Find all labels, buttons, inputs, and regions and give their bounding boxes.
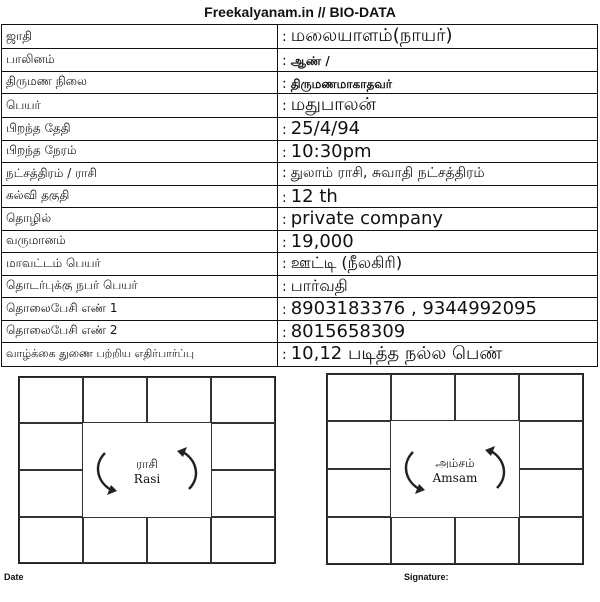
chart-cell: [455, 517, 519, 564]
chart-cell: [455, 374, 519, 421]
table-row: [2, 320, 598, 343]
page-title: Freekalyanam.in // BIO-DATA: [204, 4, 396, 20]
row-value-cell: : 8903183376 , 9344992095: [278, 298, 598, 321]
row-label: பிறந்த தேதி: [2, 118, 278, 141]
chart-cell: [327, 421, 391, 469]
row-label: பெயர்: [2, 94, 278, 118]
row-label: ஜாதி: [2, 25, 278, 49]
table-row: [2, 49, 598, 72]
bio-data-table: [1, 24, 598, 367]
row-value: 19,000: [290, 230, 354, 252]
row-value-cell: : துலாம் ராசி, சுவாதி நட்சத்திரம்: [278, 163, 598, 186]
row-label: தொழில்: [2, 208, 278, 231]
chart-cell: [391, 374, 455, 421]
chart-cell: [19, 517, 83, 563]
row-value-cell: : ஊட்டி (நீலகிரி): [278, 253, 598, 276]
chart-cell: [519, 469, 583, 517]
chart-cell: [211, 377, 275, 423]
row-value-cell: : திருமணமாகாதவர்: [278, 71, 598, 94]
row-value-cell: : ஆண் /: [278, 49, 598, 72]
amsam-label-tamil: அம்சம்: [435, 456, 475, 470]
chart-cell: [19, 377, 83, 423]
chart-cell: [327, 517, 391, 564]
row-value-cell: : 10,12 படித்த நல்ல பெண்: [278, 343, 598, 367]
table-row: [2, 298, 598, 321]
chart-cell: [519, 421, 583, 469]
chart-cell: [211, 470, 275, 517]
row-value: ஊட்டி (நீலகிரி): [290, 253, 403, 273]
table-row: [2, 71, 598, 94]
row-label: வருமானம்: [2, 230, 278, 253]
amsam-label-english: Amsam: [432, 471, 478, 485]
row-value: 8015658309: [290, 320, 406, 342]
table-row: [2, 140, 598, 163]
row-value: 10,12 படித்த நல்ல பெண்: [290, 343, 503, 364]
row-value: 8903183376 , 9344992095: [290, 298, 537, 320]
row-value-cell: : பார்வதி: [278, 275, 598, 298]
chart-cell: [519, 374, 583, 421]
date-label: Date: [4, 572, 24, 582]
row-label: மாவட்டம் பெயர்: [2, 253, 278, 276]
row-value-cell: : 25/4/94: [278, 118, 598, 141]
table-row: [2, 185, 598, 208]
row-value: மலையாளம்(நாயர்): [290, 25, 453, 46]
row-value-cell: : 8015658309: [278, 320, 598, 343]
chart-cell: [519, 517, 583, 564]
row-value-cell: : மலையாளம்(நாயர்): [278, 25, 598, 49]
rasi-chart: [18, 376, 276, 564]
chart-cell: [391, 517, 455, 564]
row-value: private company: [290, 208, 444, 230]
table-row: [2, 94, 598, 118]
table-row: [2, 25, 598, 49]
chart-cell: [327, 374, 391, 421]
row-label: பாலினம்: [2, 49, 278, 72]
rasi-label-english: Rasi: [133, 472, 161, 486]
row-value-cell: : private company: [278, 208, 598, 231]
amsam-center-label: [419, 456, 491, 486]
row-value: 12 th: [290, 185, 338, 207]
row-value-cell: : மதுபாலன்: [278, 94, 598, 118]
row-label: தொலைபேசி எண் 1: [2, 298, 278, 321]
chart-cell: [147, 377, 211, 423]
table-row: [2, 163, 598, 186]
row-label: நட்சத்திரம் / ராசி: [2, 163, 278, 186]
row-label: பிறந்த நேரம்: [2, 140, 278, 163]
row-value: துலாம் ராசி, சுவாதி நட்சத்திரம்: [290, 164, 485, 181]
signature-label: Signature:: [404, 572, 449, 582]
chart-cell: [19, 423, 83, 470]
row-value: மதுபாலன்: [290, 94, 377, 115]
table-row: [2, 253, 598, 276]
table-row: [2, 118, 598, 141]
chart-cell: [211, 423, 275, 470]
row-value-cell: : 12 th: [278, 185, 598, 208]
row-value-cell: : 10:30pm: [278, 140, 598, 163]
row-label: வாழ்க்கை துணை பற்றிய எதிர்பார்ப்பு: [2, 343, 278, 367]
chart-cell: [19, 470, 83, 517]
row-value-cell: : 19,000: [278, 230, 598, 253]
rasi-center-label: [117, 457, 177, 487]
table-row: [2, 343, 598, 367]
row-value: 10:30pm: [290, 140, 372, 162]
chart-cell: [211, 517, 275, 563]
row-label: திருமண நிலை: [2, 71, 278, 94]
rasi-label-tamil: ராசி: [136, 457, 158, 471]
row-value: ஆண் /: [290, 54, 330, 69]
chart-cell: [83, 377, 147, 423]
row-value: திருமணமாகாதவர்: [290, 76, 393, 91]
chart-cell: [147, 517, 211, 563]
row-label: தொலைபேசி எண் 2: [2, 320, 278, 343]
table-row: [2, 208, 598, 231]
chart-cell: [327, 469, 391, 517]
table-row: [2, 275, 598, 298]
table-row: [2, 230, 598, 253]
amsam-chart: [326, 373, 584, 565]
row-value: பார்வதி: [290, 275, 348, 295]
chart-cell: [83, 517, 147, 563]
row-label: தொடர்புக்கு நபர் பெயர்: [2, 275, 278, 298]
row-label: கல்வி தகுதி: [2, 185, 278, 208]
row-value: 25/4/94: [290, 118, 361, 140]
